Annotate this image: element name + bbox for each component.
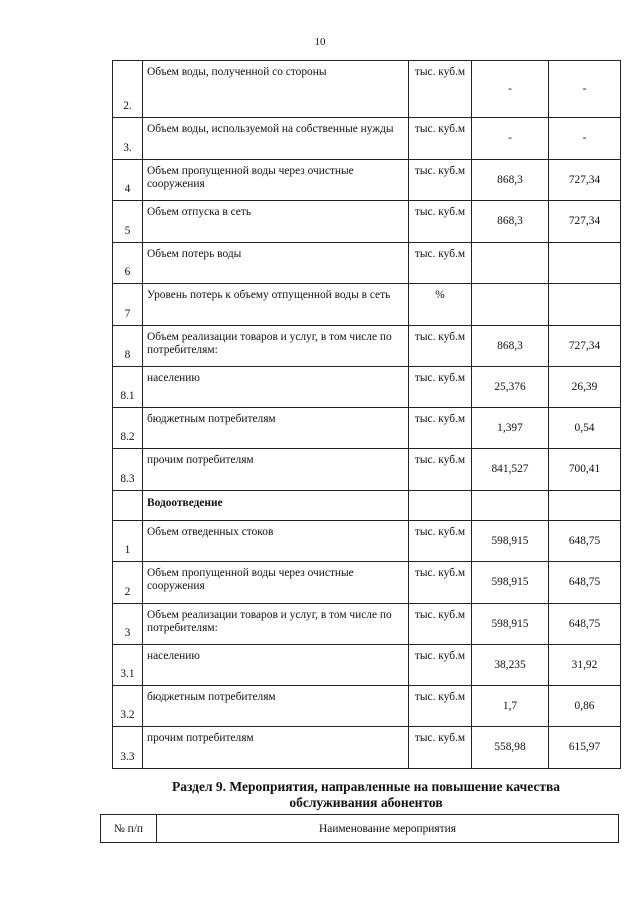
table-row bbox=[113, 284, 621, 326]
value-1: 1,397 bbox=[472, 408, 549, 449]
unit: тыс. куб.м bbox=[409, 326, 472, 367]
value-1: - bbox=[472, 61, 549, 118]
table-row bbox=[113, 408, 621, 449]
unit: тыс. куб.м bbox=[409, 160, 472, 201]
unit: тыс. куб.м bbox=[409, 727, 472, 769]
section-row bbox=[113, 491, 621, 521]
section-9-heading bbox=[112, 779, 620, 811]
value-2: - bbox=[549, 61, 621, 118]
indicator-name: прочим потребителям bbox=[143, 727, 409, 769]
unit: тыс. куб.м bbox=[409, 604, 472, 645]
unit: % bbox=[409, 284, 472, 326]
row-number: 5 bbox=[113, 201, 143, 243]
value-1: 868,3 bbox=[472, 326, 549, 367]
value-2: 0,54 bbox=[549, 408, 621, 449]
value-2 bbox=[549, 243, 621, 284]
header-measure-name: Наименование мероприятия bbox=[157, 815, 619, 843]
value-cell-2 bbox=[549, 491, 621, 521]
indicator-name: бюджетным потребителям bbox=[143, 686, 409, 727]
indicator-name: Объем пропущенной воды через очистные сооружения bbox=[143, 160, 409, 201]
unit: тыс. куб.м bbox=[409, 562, 472, 604]
value-1: 841,527 bbox=[472, 449, 549, 491]
table-row bbox=[113, 449, 621, 491]
value-1: 598,915 bbox=[472, 521, 549, 562]
unit: тыс. куб.м bbox=[409, 367, 472, 408]
unit: тыс. куб.м bbox=[409, 408, 472, 449]
row-number: 8.2 bbox=[113, 408, 143, 449]
row-number: 3 bbox=[113, 604, 143, 645]
table-row bbox=[113, 645, 621, 686]
unit-cell bbox=[409, 491, 472, 521]
header-number: № п/п bbox=[101, 815, 157, 843]
row-number: 8 bbox=[113, 326, 143, 367]
table-row bbox=[113, 160, 621, 201]
value-2: 648,75 bbox=[549, 604, 621, 645]
row-number: 3. bbox=[113, 118, 143, 160]
value-2: 648,75 bbox=[549, 562, 621, 604]
row-number: 4 bbox=[113, 160, 143, 201]
row-number: 2. bbox=[113, 61, 143, 118]
value-2 bbox=[549, 284, 621, 326]
indicators-table bbox=[112, 60, 621, 769]
table-row bbox=[113, 727, 621, 769]
indicator-name: бюджетным потребителям bbox=[143, 408, 409, 449]
unit: тыс. куб.м bbox=[409, 645, 472, 686]
row-number: 3.3 bbox=[113, 727, 143, 769]
indicator-name: Объем реализации товаров и услуг, в том числе по потребителям: bbox=[143, 326, 409, 367]
row-number: 3.2 bbox=[113, 686, 143, 727]
table-row bbox=[113, 243, 621, 284]
unit: тыс. куб.м bbox=[409, 201, 472, 243]
row-number: 3.1 bbox=[113, 645, 143, 686]
indicator-name: населению bbox=[143, 645, 409, 686]
unit: тыс. куб.м bbox=[409, 521, 472, 562]
unit: тыс. куб.м bbox=[409, 243, 472, 284]
section-9-title-line2: обслуживания абонентов bbox=[289, 795, 443, 810]
indicator-name: населению bbox=[143, 367, 409, 408]
row-number: 8.3 bbox=[113, 449, 143, 491]
table-row bbox=[113, 562, 621, 604]
table-row bbox=[113, 201, 621, 243]
row-number: 2 bbox=[113, 562, 143, 604]
row-number: 8.1 bbox=[113, 367, 143, 408]
value-2: 615,97 bbox=[549, 727, 621, 769]
indicator-name: Уровень потерь к объему отпущенной воды в сеть bbox=[143, 284, 409, 326]
value-1: 598,915 bbox=[472, 604, 549, 645]
measures-table bbox=[100, 814, 619, 843]
unit: тыс. куб.м bbox=[409, 449, 472, 491]
indicator-name: прочим потребителям bbox=[143, 449, 409, 491]
indicator-name: Объем реализации товаров и услуг, в том числе по потребителям: bbox=[143, 604, 409, 645]
unit: тыс. куб.м bbox=[409, 61, 472, 118]
indicator-name: Объем пропущенной воды через очистные сооружения bbox=[143, 562, 409, 604]
indicator-name: Объем потерь воды bbox=[143, 243, 409, 284]
value-2: 727,34 bbox=[549, 201, 621, 243]
measures-header-row bbox=[101, 815, 619, 843]
table-row bbox=[113, 686, 621, 727]
value-1: 1,7 bbox=[472, 686, 549, 727]
table-row bbox=[113, 118, 621, 160]
unit: тыс. куб.м bbox=[409, 686, 472, 727]
value-1: 598,915 bbox=[472, 562, 549, 604]
table-row bbox=[113, 326, 621, 367]
indicator-name: Объем воды, используемой на собственные нужды bbox=[143, 118, 409, 160]
table-row bbox=[113, 604, 621, 645]
table-row bbox=[113, 521, 621, 562]
indicator-name: Объем воды, полученной со стороны bbox=[143, 61, 409, 118]
row-number bbox=[113, 491, 143, 521]
value-1: 25,376 bbox=[472, 367, 549, 408]
value-1 bbox=[472, 284, 549, 326]
value-cell-1 bbox=[472, 491, 549, 521]
value-2: 31,92 bbox=[549, 645, 621, 686]
value-1: 38,235 bbox=[472, 645, 549, 686]
value-2: - bbox=[549, 118, 621, 160]
value-2: 700,41 bbox=[549, 449, 621, 491]
value-2: 648,75 bbox=[549, 521, 621, 562]
table-row bbox=[113, 367, 621, 408]
value-1: 868,3 bbox=[472, 201, 549, 243]
indicator-name: Объем отведенных стоков bbox=[143, 521, 409, 562]
row-number: 7 bbox=[113, 284, 143, 326]
value-1: 868,3 bbox=[472, 160, 549, 201]
unit: тыс. куб.м bbox=[409, 118, 472, 160]
indicator-name: Объем отпуска в сеть bbox=[143, 201, 409, 243]
value-2: 727,34 bbox=[549, 326, 621, 367]
section-title: Водоотведение bbox=[143, 491, 409, 521]
page-number: 10 bbox=[314, 36, 326, 48]
value-2: 727,34 bbox=[549, 160, 621, 201]
value-1: - bbox=[472, 118, 549, 160]
value-1 bbox=[472, 243, 549, 284]
section-9-title-line1: Раздел 9. Мероприятия, направленные на повышение качества bbox=[171, 779, 561, 794]
value-1: 558,98 bbox=[472, 727, 549, 769]
table-row bbox=[113, 61, 621, 118]
value-2: 26,39 bbox=[549, 367, 621, 408]
value-2: 0,86 bbox=[549, 686, 621, 727]
row-number: 6 bbox=[113, 243, 143, 284]
row-number: 1 bbox=[113, 521, 143, 562]
